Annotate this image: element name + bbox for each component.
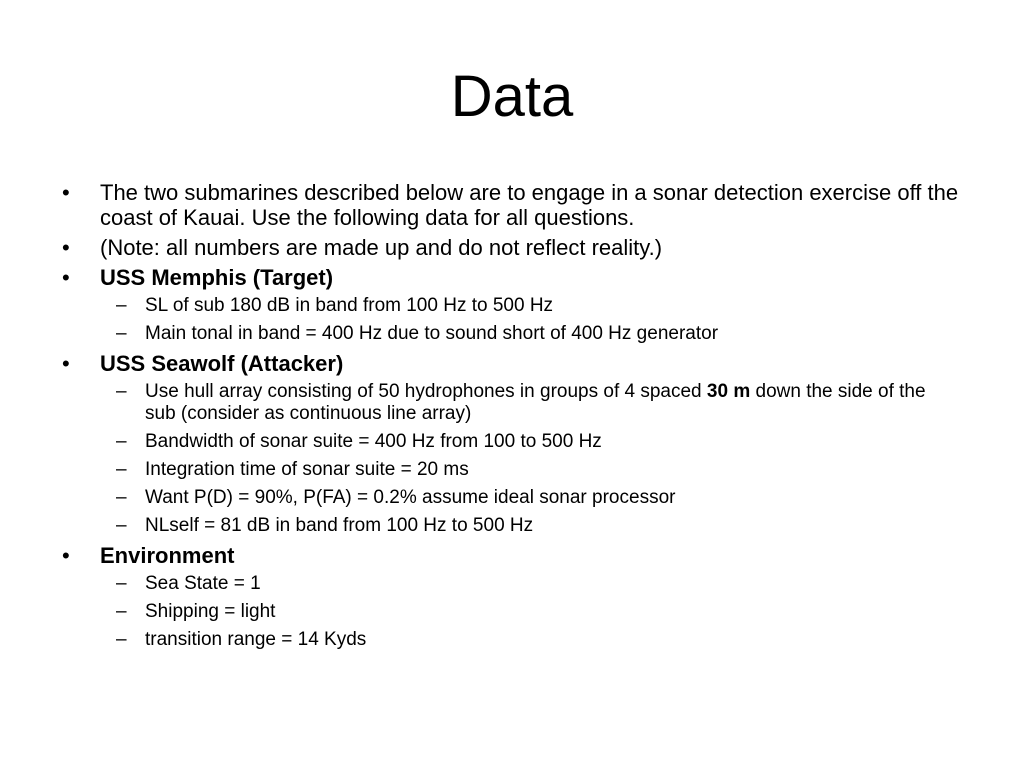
sub-item bbox=[60, 323, 960, 345]
sub-item bbox=[60, 295, 960, 317]
sub-item-text: Bandwidth of sonar suite = 400 Hz from 100 to 500 Hz bbox=[145, 431, 602, 452]
bullet-glyph: • bbox=[62, 265, 70, 290]
bullet-text: The two submarines described below are to engage in a sonar detection exercise off the coast of Kauai. Use the following data for all questions. bbox=[100, 180, 959, 230]
sub-item-text: SL of sub 180 dB in band from 100 Hz to 500 Hz bbox=[145, 295, 554, 316]
bullet-glyph: • bbox=[62, 235, 70, 260]
bullet-glyph: • bbox=[62, 351, 70, 376]
sub-item bbox=[60, 629, 960, 651]
sub-item-text: transition range = 14 Kyds bbox=[145, 629, 367, 650]
bullet-memphis bbox=[60, 265, 960, 290]
sub-item-text-bold: 30 m bbox=[706, 381, 751, 402]
bullet-text: (Note: all numbers are made up and do not reflect reality.) bbox=[100, 235, 663, 260]
sub-item bbox=[60, 431, 960, 453]
sub-item-text-post: down the side of the sub (consider as continuous line array) bbox=[145, 381, 926, 424]
sub-item-text: Sea State = 1 bbox=[145, 573, 261, 594]
sub-item-text: Integration time of sonar suite = 20 ms bbox=[145, 459, 469, 480]
sub-item-text-pre: Use hull array consisting of 50 hydrophones in groups of 4 spaced bbox=[145, 381, 707, 402]
bullet-glyph: • bbox=[62, 543, 70, 568]
dash-glyph: – bbox=[116, 487, 127, 508]
bullet-heading: USS Memphis (Target) bbox=[100, 265, 334, 290]
sub-item bbox=[60, 573, 960, 595]
bullet-intro bbox=[60, 180, 960, 230]
sub-item bbox=[60, 515, 960, 537]
dash-glyph: – bbox=[116, 601, 127, 622]
bullet-heading: Environment bbox=[100, 543, 235, 568]
sub-item bbox=[60, 381, 960, 425]
dash-glyph: – bbox=[116, 323, 127, 344]
seawolf-sublist bbox=[60, 381, 960, 537]
slide-content bbox=[60, 180, 960, 657]
bullet-heading: USS Seawolf (Attacker) bbox=[100, 351, 344, 376]
sub-item-text: NLself = 81 dB in band from 100 Hz to 500 Hz bbox=[145, 515, 534, 536]
sub-item-text: Want P(D) = 90%, P(FA) = 0.2% assume ideal sonar processor bbox=[145, 487, 676, 508]
dash-glyph: – bbox=[116, 295, 127, 316]
dash-glyph: – bbox=[116, 629, 127, 650]
sub-item bbox=[60, 601, 960, 623]
dash-glyph: – bbox=[116, 515, 127, 536]
slide-title: Data bbox=[450, 64, 574, 129]
sub-item-text: Shipping = light bbox=[145, 601, 276, 622]
bullet-seawolf bbox=[60, 351, 960, 376]
dash-glyph: – bbox=[116, 431, 127, 452]
bullet-note bbox=[60, 235, 960, 260]
dash-glyph: – bbox=[116, 459, 127, 480]
sub-item-text: Main tonal in band = 400 Hz due to sound short of 400 Hz generator bbox=[145, 323, 719, 344]
sub-item bbox=[60, 459, 960, 481]
environment-sublist bbox=[60, 573, 960, 651]
bullet-glyph: • bbox=[62, 180, 70, 205]
dash-glyph: – bbox=[116, 573, 127, 594]
dash-glyph: – bbox=[116, 381, 127, 402]
memphis-sublist bbox=[60, 295, 960, 345]
bullet-environment bbox=[60, 543, 960, 568]
sub-item bbox=[60, 487, 960, 509]
